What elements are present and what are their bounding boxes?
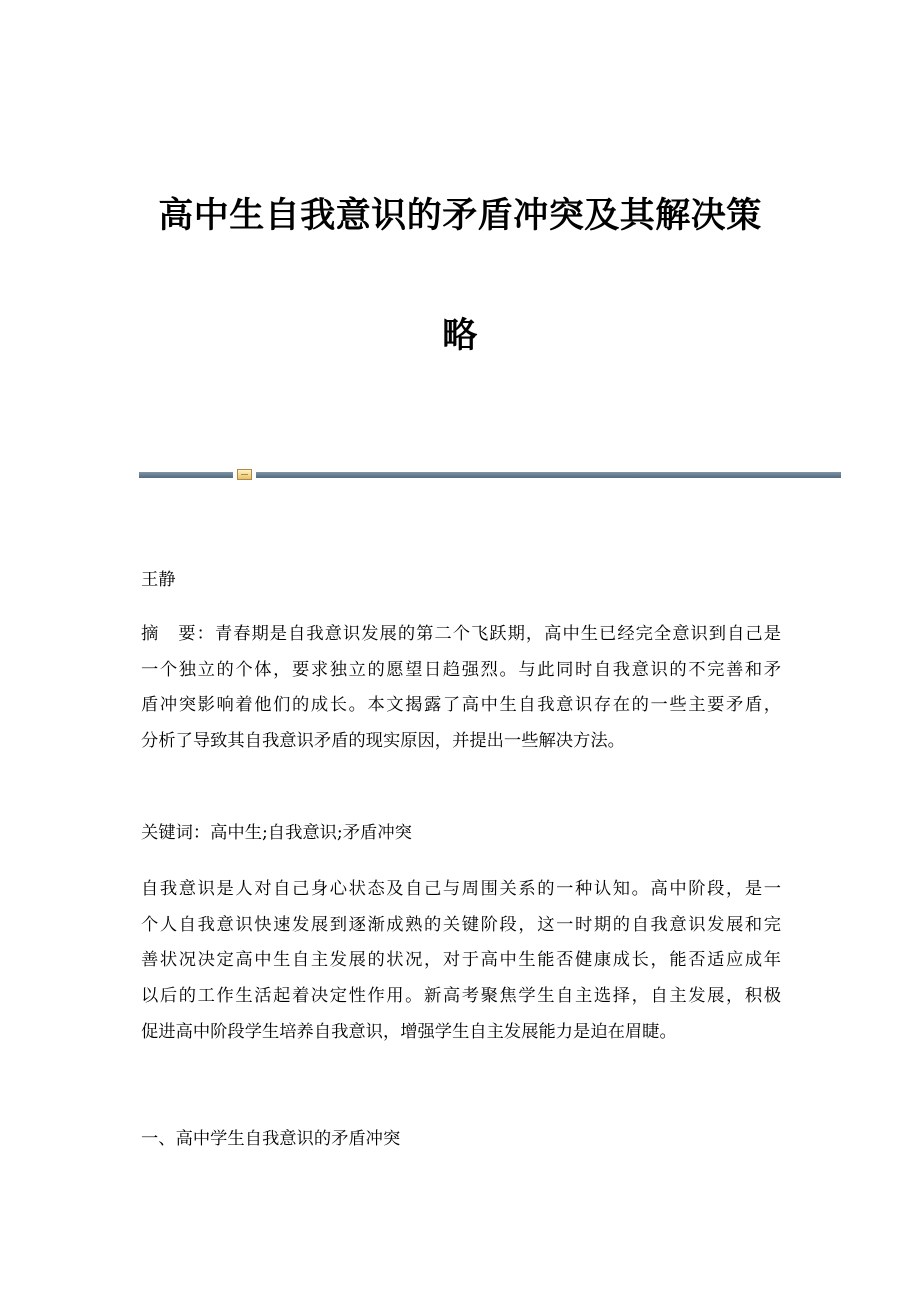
document-title-line-2: 略 [442,316,478,356]
author-name: 王静 [141,570,176,590]
abstract-paragraph [141,617,781,760]
keywords-label: 关键词： [141,823,211,843]
divider-bar-left [139,472,233,478]
document-title-line-1: 高中生自我意识的矛盾冲突及其解决策 [158,196,762,236]
intro-paragraph [141,872,781,1051]
intro-line: 个人自我意识快速发展到逐渐成熟的关键阶段，这一时期的自我意识发展和完 [141,914,781,935]
decorative-divider [139,468,841,482]
intro-line: 促进高中阶段学生培养自我意识，增强学生自主发展能力是迫在眉睫。 [141,1021,677,1042]
intro-line: 善状况决定高中生自主发展的状况，对于高中生能否健康成长，能否适应成年 [141,950,781,971]
abstract-line: 分析了导致其自我意识矛盾的现实原因，并提出一些解决方法。 [141,731,625,752]
keywords-value: 高中生;自我意识;矛盾冲突 [210,823,412,843]
divider-ornament-icon [237,469,252,480]
keywords-line [141,816,781,852]
section-heading: 一、高中学生自我意识的矛盾冲突 [141,1129,401,1149]
divider-bar-right [256,472,841,478]
intro-line: 以后的工作生活起着决定性作用。新高考聚焦学生自主选择，自主发展，积极 [141,986,781,1007]
abstract-line: 摘 要：青春期是自我意识发展的第二个飞跃期，高中生已经完全意识到自己是 [141,624,781,644]
abstract-line: 一个独立的个体，要求独立的愿望日趋强烈。与此同时自我意识的不完善和矛 [141,659,781,680]
abstract-label: 摘 要： [141,624,215,644]
abstract-line: 盾冲突影响着他们的成长。本文揭露了高中生自我意识存在的一些主要矛盾， [141,695,781,716]
intro-line: 自我意识是人对自己身心状态及自己与周围关系的一种认知。高中阶段，是一 [141,879,781,899]
